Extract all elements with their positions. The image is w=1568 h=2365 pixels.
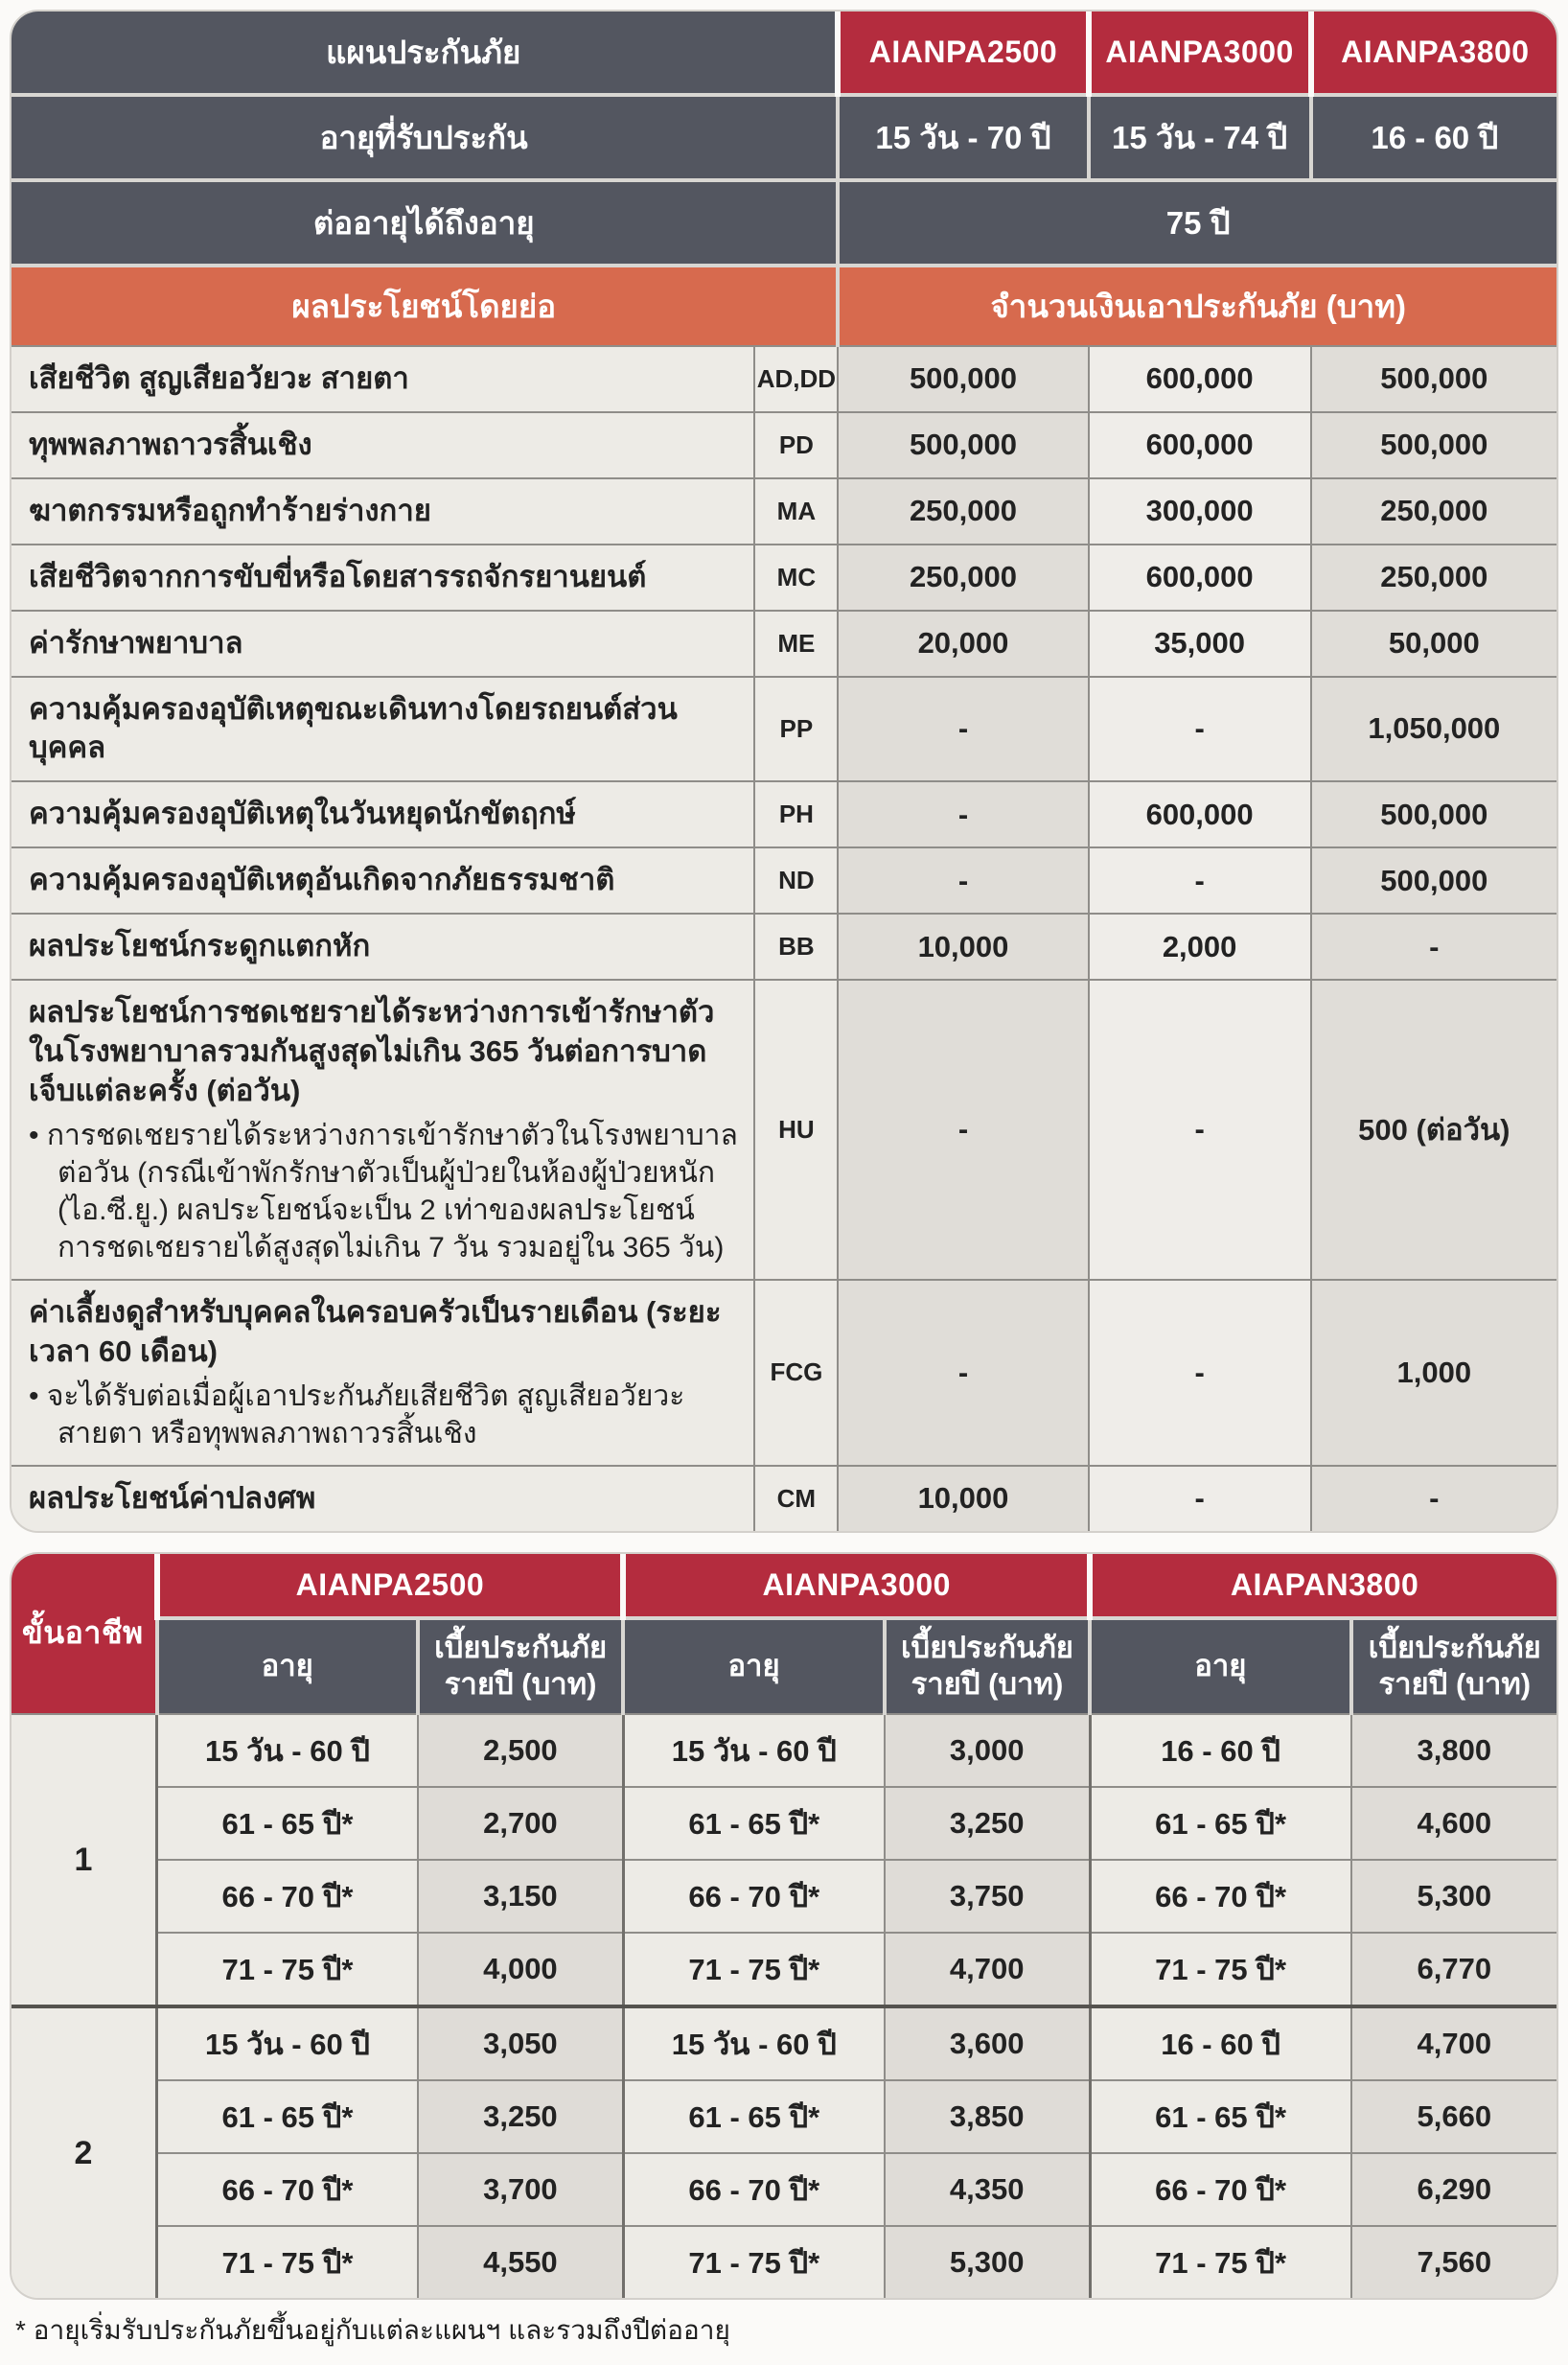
table-row [12,1933,1556,2006]
benefit-name: ผลประโยชน์การชดเชยรายได้ระหว่างการเข้ารักษาตัวในโรงพยาบาลรวมกันสูงสุดไม่เกิน 365 วันต่อการบาดเจ็บแต่ละครั้ง (ต่อวัน) [29,995,715,1107]
benefit-value-cell: - [838,980,1088,1280]
benefit-value-cell: 500,000 [1311,412,1556,478]
renew-age-row [12,180,1556,266]
benefit-name-cell [12,1280,754,1466]
benefit-value-cell: 500,000 [1311,781,1556,847]
benefit-code-cell: BB [754,914,838,980]
benefit-name-cell: ค่ารักษาพยาบาล [12,611,754,677]
age-range-cell: 66 - 70 ปี* [157,2153,418,2226]
benefit-name: ค่าเลี้ยงดูสำหรับบุคคลในครอบครัวเป็นรายเดือน (ระยะเวลา 60 เดือน) [29,1294,722,1368]
age-range-cell: 71 - 75 ปี* [1090,2226,1350,2298]
table-row [12,2080,1556,2153]
premium-cell: 4,700 [885,1933,1090,2006]
benefit-value-cell: - [1311,1466,1556,1531]
occupation-class-value: 1 [12,1714,157,2006]
premium-cell: 3,850 [885,2080,1090,2153]
premium-cell: 3,750 [885,1860,1090,1933]
benefit-value-cell: - [1089,1466,1311,1531]
benefit-name-cell: เสียชีวิตจากการขับขี่หรือโดยสารรถจักรยานยนต์ [12,545,754,611]
age-range-cell: 66 - 70 ปี* [1090,2153,1350,2226]
premium-rates-card [10,1552,1558,2301]
renew-age-label: ต่ออายุได้ถึงอายุ [12,180,838,266]
benefit-value-cell: 1,050,000 [1311,677,1556,782]
premium-cell: 3,250 [885,1787,1090,1860]
table-row [12,677,1556,782]
age-range-cell: 61 - 65 ปี* [157,2080,418,2153]
benefit-value-cell: 35,000 [1089,611,1311,677]
benefit-value-cell: - [1089,677,1311,782]
benefit-name-cell [12,980,754,1280]
premium-cell: 2,700 [418,1787,623,1860]
age-range-cell: 71 - 75 ปี* [1090,1933,1350,2006]
plan-row-label: แผนประกันภัย [12,12,838,95]
plan-name-aianpa2500: AIANPA2500 [838,12,1088,95]
issue-age-label: อายุที่รับประกัน [12,95,838,180]
premium-header-line1: เบี้ยประกันภัย [1368,1630,1541,1664]
age-range-cell: 66 - 70 ปี* [623,2153,884,2226]
benefit-note: • จะได้รับต่อเมื่อผู้เอาประกันภัยเสียชีวิต สูญเสียอวัยวะ สายตา หรือทุพพลภาพถาวรสิ้นเชิง [29,1380,685,1449]
age-range-cell: 61 - 65 ปี* [1090,2080,1350,2153]
premium-plan-aianpa2500: AIANPA2500 [157,1554,624,1618]
issue-age-value: 15 วัน - 74 ปี [1089,95,1311,180]
table-row [12,346,1556,412]
benefit-value-cell: 250,000 [838,545,1088,611]
premium-cell: 5,300 [1351,1860,1556,1933]
issue-age-value: 16 - 60 ปี [1311,95,1556,180]
issue-age-row [12,95,1556,180]
age-range-cell: 15 วัน - 60 ปี [623,1714,884,1787]
benefit-value-cell: 300,000 [1089,478,1311,545]
premium-cell: 6,290 [1351,2153,1556,2226]
issue-age-value: 15 วัน - 70 ปี [838,95,1088,180]
age-range-cell: 71 - 75 ปี* [157,1933,418,2006]
age-column-header: อายุ [1090,1618,1350,1715]
table-row [12,1714,1556,1787]
benefit-name-cell: เสียชีวิต สูญเสียอวัยวะ สายตา [12,346,754,412]
benefit-code-cell: PH [754,781,838,847]
benefit-name-cell: ผลประโยชน์กระดูกแตกหัก [12,914,754,980]
premium-cell: 6,770 [1351,1933,1556,2006]
plan-benefits-card [10,10,1558,1533]
premium-cell: 4,000 [418,1933,623,2006]
table-row [12,545,1556,611]
age-range-cell: 66 - 70 ปี* [1090,1860,1350,1933]
benefits-summary-label: ผลประโยชน์โดยย่อ [12,266,838,346]
age-range-cell: 66 - 70 ปี* [157,1860,418,1933]
table-row [12,478,1556,545]
benefit-value-cell: 600,000 [1089,346,1311,412]
premium-plan-aianpa3000: AIANPA3000 [623,1554,1090,1618]
benefit-value-cell: 250,000 [838,478,1088,545]
table-row [12,1787,1556,1860]
benefit-value-cell: - [838,781,1088,847]
benefit-value-cell: 500,000 [1311,346,1556,412]
benefit-value-cell: - [1089,847,1311,914]
premium-cell: 7,560 [1351,2226,1556,2298]
age-column-header: อายุ [623,1618,884,1715]
benefit-value-cell: 500,000 [838,412,1088,478]
premium-cell: 3,000 [885,1714,1090,1787]
benefit-code-cell: MA [754,478,838,545]
premium-header-line2: รายปี (บาท) [444,1667,597,1702]
benefit-name-cell: ผลประโยชน์ค่าปลงศพ [12,1466,754,1531]
premium-cell: 3,600 [885,2006,1090,2080]
table-row [12,2153,1556,2226]
table-row [12,1466,1556,1531]
benefit-name-cell: ความคุ้มครองอุบัติเหตุในวันหยุดนักขัตฤกษ์ [12,781,754,847]
benefit-value-cell: 10,000 [838,914,1088,980]
plan-benefits-table [12,12,1556,1531]
premium-header-line2: รายปี (บาท) [1378,1667,1532,1702]
premium-plan-aiapan3800: AIAPAN3800 [1090,1554,1556,1618]
benefit-value-cell: 500 (ต่อวัน) [1311,980,1556,1280]
plan-name-aianpa3000: AIANPA3000 [1089,12,1311,95]
benefit-value-cell: 2,000 [1089,914,1311,980]
premium-header-line1: เบี้ยประกันภัย [900,1630,1073,1664]
table-row [12,980,1556,1280]
table-row [12,1280,1556,1466]
table-row [12,2006,1556,2080]
benefit-note: • การชดเชยรายได้ระหว่างการเข้ารักษาตัวในโรงพยาบาลต่อวัน (กรณีเข้าพักรักษาตัวเป็นผู้ป่วยในห้องผู้ป่วยหนัก (ไอ.ซี.ยู.) ผลประโยชน์จะเป็น 2 เท่าของผลประโยชน์การชดเชยรายได้สูงสุดไม่เกิน 7 วัน รวมอยู่ใน 365 วัน) [29,1119,738,1264]
benefit-value-cell: 20,000 [838,611,1088,677]
premium-cell: 3,150 [418,1860,623,1933]
plan-header-row [12,12,1556,95]
table-row [12,781,1556,847]
benefit-value-cell: - [838,1280,1088,1466]
occupation-class-value: 2 [12,2006,157,2298]
renew-age-value: 75 ปี [838,180,1556,266]
premium-cell: 4,550 [418,2226,623,2298]
benefit-value-cell: - [1089,1280,1311,1466]
premium-cell: 3,250 [418,2080,623,2153]
premium-cell: 5,660 [1351,2080,1556,2153]
table-row [12,847,1556,914]
plan-name-aianpa3800: AIANPA3800 [1311,12,1556,95]
age-range-cell: 61 - 65 ปี* [623,1787,884,1860]
benefit-code-cell: PP [754,677,838,782]
benefit-value-cell: 600,000 [1089,545,1311,611]
age-range-cell: 61 - 65 ปี* [157,1787,418,1860]
benefit-code-cell: ND [754,847,838,914]
age-range-cell: 71 - 75 ปี* [623,1933,884,2006]
benefit-value-cell: 1,000 [1311,1280,1556,1466]
benefit-value-cell: - [838,847,1088,914]
table-row [12,2226,1556,2298]
premium-header-line2: รายปี (บาท) [911,1667,1064,1702]
benefit-name-cell: ฆาตกรรมหรือถูกทำร้ายร่างกาย [12,478,754,545]
premium-cell: 5,300 [885,2226,1090,2298]
benefits-header-row [12,266,1556,346]
age-range-cell: 66 - 70 ปี* [623,1860,884,1933]
age-range-cell: 16 - 60 ปี [1090,2006,1350,2080]
benefit-code-cell: CM [754,1466,838,1531]
premium-cell: 2,500 [418,1714,623,1787]
benefit-code-cell: AD,DD [754,346,838,412]
benefit-value-cell: 250,000 [1311,545,1556,611]
premium-subheader-row [12,1618,1556,1715]
age-range-cell: 61 - 65 ปี* [623,2080,884,2153]
table-row [12,611,1556,677]
premium-cell: 3,700 [418,2153,623,2226]
benefit-value-cell: 10,000 [838,1466,1088,1531]
age-range-cell: 15 วัน - 60 ปี [157,2006,418,2080]
benefit-code-cell: HU [754,980,838,1280]
premium-cell: 3,800 [1351,1714,1556,1787]
benefit-value-cell: - [1311,914,1556,980]
benefit-code-cell: FCG [754,1280,838,1466]
benefit-value-cell: - [1089,980,1311,1280]
benefit-value-cell: 500,000 [1311,847,1556,914]
benefit-value-cell: 50,000 [1311,611,1556,677]
footnote: * อายุเริ่มรับประกันภัยขึ้นอยู่กับแต่ละแผนฯ และรวมถึงปีต่ออายุ [15,2315,730,2345]
table-row [12,1860,1556,1933]
occupation-class-label: ขั้นอาชีพ [12,1554,157,1715]
benefit-value-cell: 500,000 [838,346,1088,412]
benefit-code-cell: ME [754,611,838,677]
age-range-cell: 15 วัน - 60 ปี [623,2006,884,2080]
benefit-value-cell: - [838,677,1088,782]
benefit-code-cell: MC [754,545,838,611]
premium-cell: 4,350 [885,2153,1090,2226]
age-range-cell: 15 วัน - 60 ปี [157,1714,418,1787]
table-row [12,914,1556,980]
premium-rates-table [12,1554,1556,2299]
premium-cell: 4,700 [1351,2006,1556,2080]
age-range-cell: 71 - 75 ปี* [157,2226,418,2298]
age-range-cell: 61 - 65 ปี* [1090,1787,1350,1860]
benefit-name-cell: ความคุ้มครองอุบัติเหตุขณะเดินทางโดยรถยนต์ส่วนบุคคล [12,677,754,782]
premium-column-header [885,1618,1090,1715]
age-range-cell: 71 - 75 ปี* [623,2226,884,2298]
premium-plan-header-row [12,1554,1556,1618]
premium-column-header [1351,1618,1556,1715]
premium-cell: 4,600 [1351,1787,1556,1860]
age-range-cell: 16 - 60 ปี [1090,1714,1350,1787]
benefit-value-cell: 600,000 [1089,412,1311,478]
premium-cell: 3,050 [418,2006,623,2080]
benefit-name-cell: ทุพพลภาพถาวรสิ้นเชิง [12,412,754,478]
benefit-value-cell: 250,000 [1311,478,1556,545]
benefit-value-cell: 600,000 [1089,781,1311,847]
premium-header-line1: เบี้ยประกันภัย [434,1630,608,1664]
sum-insured-label: จำนวนเงินเอาประกันภัย (บาท) [838,266,1556,346]
benefit-code-cell: PD [754,412,838,478]
table-row [12,412,1556,478]
premium-column-header [418,1618,623,1715]
benefit-name-cell: ความคุ้มครองอุบัติเหตุอันเกิดจากภัยธรรมชาติ [12,847,754,914]
age-column-header: อายุ [157,1618,418,1715]
